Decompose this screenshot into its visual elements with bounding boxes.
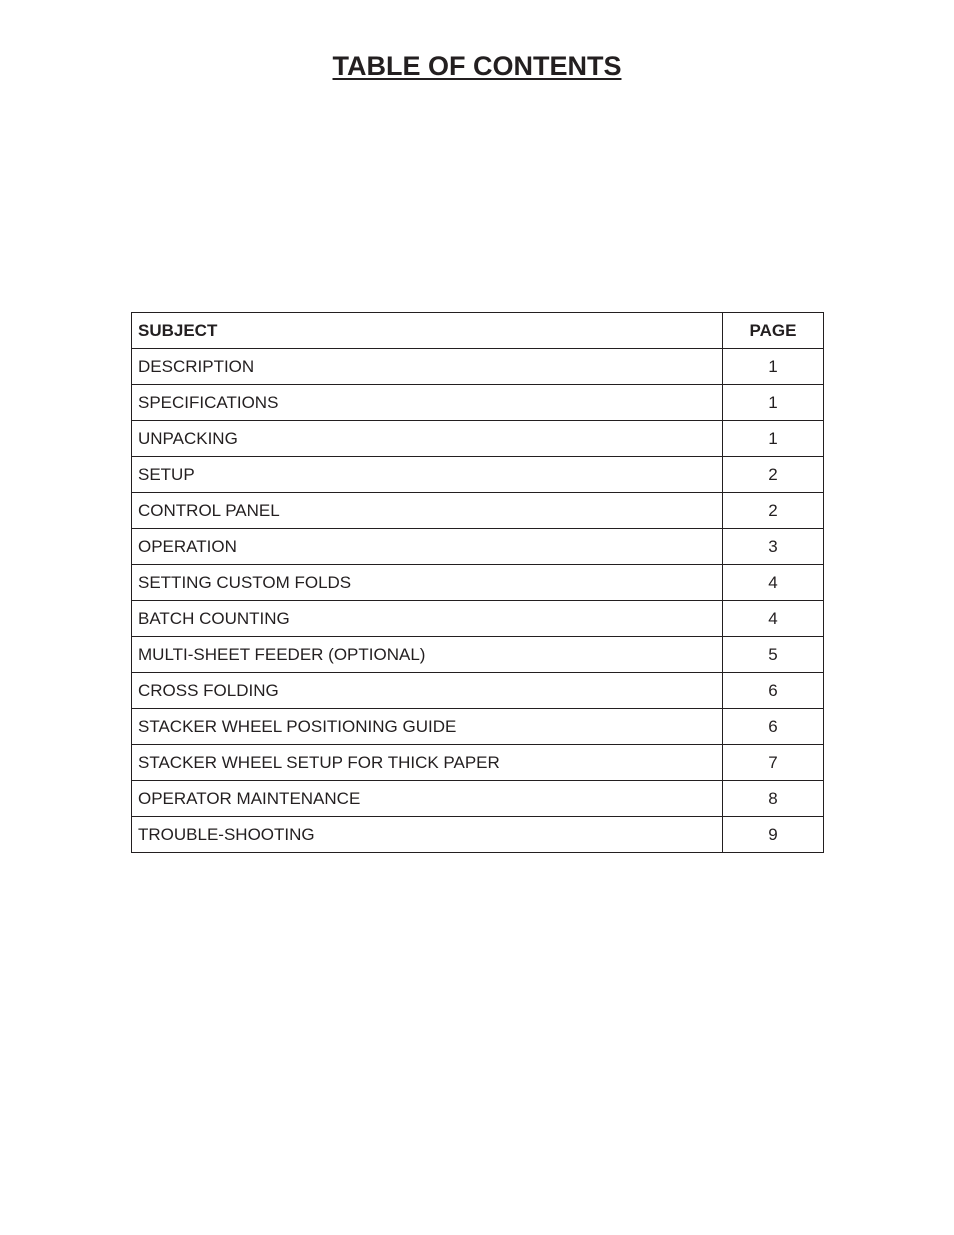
- toc-page-number: 6: [723, 709, 824, 745]
- toc-subject: STACKER WHEEL SETUP FOR THICK PAPER: [132, 745, 723, 781]
- toc-page-number: 4: [723, 601, 824, 637]
- page-column-header: PAGE: [723, 313, 824, 349]
- toc-page-number: 4: [723, 565, 824, 601]
- toc-subject: CONTROL PANEL: [132, 493, 723, 529]
- table-row: [132, 493, 824, 529]
- toc-table: [131, 312, 824, 853]
- page-title: TABLE OF CONTENTS: [332, 51, 622, 81]
- toc-subject: UNPACKING: [132, 421, 723, 457]
- toc-page-number: 6: [723, 673, 824, 709]
- table-row: [132, 817, 824, 853]
- toc-page-number: 3: [723, 529, 824, 565]
- subject-column-header: SUBJECT: [132, 313, 723, 349]
- table-row: [132, 673, 824, 709]
- toc-page-number: 2: [723, 493, 824, 529]
- toc-page-number: 1: [723, 421, 824, 457]
- table-row: [132, 637, 824, 673]
- toc-subject: OPERATOR MAINTENANCE: [132, 781, 723, 817]
- toc-page-number: 9: [723, 817, 824, 853]
- toc-header-row: [132, 313, 824, 349]
- table-row: [132, 709, 824, 745]
- table-row: [132, 565, 824, 601]
- toc-subject: SETUP: [132, 457, 723, 493]
- table-row: [132, 601, 824, 637]
- table-row: [132, 781, 824, 817]
- table-row: [132, 457, 824, 493]
- toc-subject: SETTING CUSTOM FOLDS: [132, 565, 723, 601]
- table-row: [132, 529, 824, 565]
- toc-subject: TROUBLE-SHOOTING: [132, 817, 723, 853]
- toc-subject: SPECIFICATIONS: [132, 385, 723, 421]
- table-row: [132, 421, 824, 457]
- toc-subject: BATCH COUNTING: [132, 601, 723, 637]
- toc-subject: MULTI-SHEET FEEDER (OPTIONAL): [132, 637, 723, 673]
- toc-body: [132, 349, 824, 853]
- toc-subject: DESCRIPTION: [132, 349, 723, 385]
- toc-subject: CROSS FOLDING: [132, 673, 723, 709]
- toc-subject: STACKER WHEEL POSITIONING GUIDE: [132, 709, 723, 745]
- toc-page-number: 7: [723, 745, 824, 781]
- toc-page-number: 8: [723, 781, 824, 817]
- toc-page-number: 2: [723, 457, 824, 493]
- toc-page-number: 5: [723, 637, 824, 673]
- table-row: [132, 349, 824, 385]
- table-row: [132, 385, 824, 421]
- toc-subject: OPERATION: [132, 529, 723, 565]
- toc-page-number: 1: [723, 385, 824, 421]
- toc-page-number: 1: [723, 349, 824, 385]
- table-row: [132, 745, 824, 781]
